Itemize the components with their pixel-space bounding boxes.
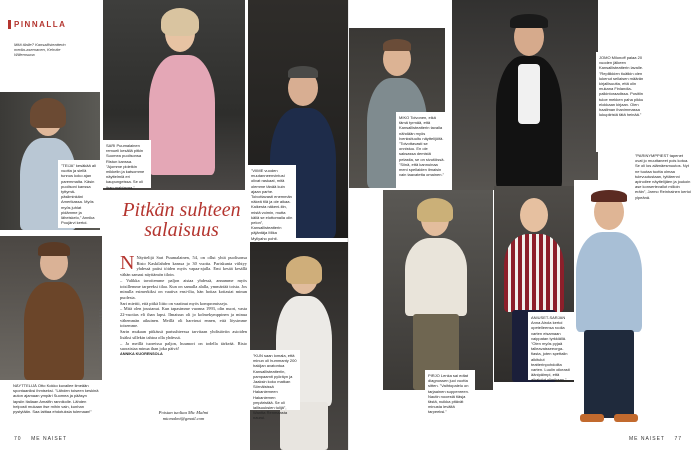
footer-right <box>629 436 682 442</box>
caption-teija: "TEIJA" kesäkää ali vuotta ja siellä tunnus koko ajan paremmalta. Käsin puolisoni kanssa tyttymä-päsliminkäni Amerikassa. Myös myös juhlat pidämme ja läheiskelo," Annika Poujärvi kertoi. <box>58 160 100 228</box>
caption-ville: "VIIME vuoden muutanneenvintusi olivat raskaat, mitä olemme tänää kuin ajaan parhe. Toivottavasti enemmän näkeä tilä ja ole aikaa. Kaikesta näkeni-tiin, mistä voimin, mutta käliä se elottomalla olin pelon", Kansallisteatterin päjäntäja Mika Myllyaho pohti. <box>248 165 296 238</box>
intro-text: Mitä tilalle? Kansallisteatterin media-asemanen, Kehvite Willemsuna <box>14 42 66 58</box>
body-p1: – Valikka tavoitemme paljon aistaa yhdessä, annamme myös toisillemme tarpeeksi tilaa. Kun on samalla alalla, ymmärtää toista. Jos minulla esimerkiksi on vaativa ensi-ilta, hän hoitaa kotiasiat minun puolesta. <box>120 277 247 300</box>
magazine-name-right: ME NAISET <box>629 436 665 442</box>
photo-jomo <box>452 0 598 190</box>
body-lead: Näyttelijä Sari Puumalainen, 54, on ollut yhtä puolisonsa Risto Kaskilahden kanssa jo 30 vuotta. Pariskunta viihtyy yhdessä paitsi töiden myös vapaa-ajalla. Emi kesää kesällä vähän samasi näyttämön tiloin. <box>120 255 247 278</box>
article-title: Pitkän suhteen salaisuus <box>122 199 241 241</box>
caption-mikko: MIKO Toivonen, eikä tämä tyrmää, että Kansallisteatterin tavalla nähdään myös Ivenksituultu näyttelijöitä. "Toivottavasti se onnistuu. En ole saksassa demistä pelastia, se on sivutöissä. "Siinä, että kannuinaa meni spellaiden ilmaisin vain taavatetta omainen." <box>396 112 448 190</box>
caption-sari: SARI Puumalainen remueli kesällä pitkin Suomea puolisonsa Ristun kanssa. "Ajomme pidetkin mikkelin ja katsomme näyttelmiä eri kaupungeissa. Se oli ihan mahtavaa." <box>103 140 151 188</box>
signature-email: micmalmi@gmail.com <box>162 416 205 421</box>
caption-pirjo: PIRJO Lenka sai edtat diagnossen juoi vuotta sitten. "Vaihtopalelu on tarjaainen suppenreen. Nautin nooestä tiäsja tästä, nuikka pitävät minusta levältä tarpeeksi." <box>425 370 475 422</box>
article-body <box>120 252 247 358</box>
caption-aniliset: ANIUSET-SARJAN Anna Airola kertoi opetelleensa roolia varten eisamaan vaippatan tyrkkiällä. "Olen myös pyjaä talleavaisseeorga-fiasta, joten spettalin alkitulut teatterinpohdoilta varten. Luulin oikeasti äänipäimpi, että aikatolut olimikaan." <box>528 312 576 380</box>
page-number-left: 70 <box>14 436 22 442</box>
signature <box>120 410 247 422</box>
caption-jomo: JOMO Milonoff palaa 20 vuoden jälkeen Kansallisteatterin lavalle. "Repliikkien tiuätkin olen lukenut sellaisen määrän kirjallisuutta, että olin mukana Finlandia-palkintoraadissa. Positiin tuloe mekken paha pikku elokkaan kirjaan. Olen haallman ihanimmassa lukupiiristä tätä heinää." <box>596 52 650 152</box>
caption-pasi: "PARINYMPPIEST tapenet ovat jo muuttaneet pois kotoa. Se oli los alämäesmuutos. Nyt ne tuutaa tuotta olmaa tulevuutustaan, tyttärenni apinoilee näyttelijäen ja joukoin ase konsertevallot milloin eräin", Jarmo Reinhainen kertoi ylpeänä. <box>632 150 694 228</box>
photo-credit: KUVAT: JANNIKA KAOLINESA <box>99 308 103 370</box>
caption-nattiel: NÄYTTELIJÄ Otto Kokko kuvailee ilmeään spontaaniksi ihmiseksi. "Lähden toiseen keskinä auton ajamaan ympäri Suomea ja pääsyn lapsiin Italiaan Amalfin rannikolle. Lähden helposti mukaan itse mihin vain, kunhan pystytään. Saa laittaa ehdotuksia tulemaan!" <box>10 380 102 420</box>
body-p2: Sari miettii, että pitkä liitto on vaatinut myös kompromisseja. <box>120 300 228 306</box>
body-p3: – Mitä olen joustanut. Kun tapasimme vuonna 1993, olin nuori, vasta 22-vuotias eli ihan lapsi. Ilmaisun oli jo kolmekymppinen ja minua vähemmän aikuinen. Meillä oli harvinut ennen, että löysimme toisemme. <box>120 306 247 329</box>
signature-line1: Poistan tuoltaa Mic Malmi <box>158 410 209 415</box>
page-number-right: 77 <box>674 436 682 442</box>
photo-nattiel <box>0 236 102 380</box>
drop-cap: N <box>120 252 135 274</box>
byline: ANNIKA KUORENSOLA <box>120 351 163 356</box>
body-p5: – Ja meillä tuoreissa paljon, huumori on todella tärkeää. Risto suoraistaa minua ihan joka päivä! <box>120 340 247 352</box>
footer-left <box>14 436 67 442</box>
caption-kun: "KUN saan lomala, että minun oli hummanty 200 hakijan avatontua Kansallisteatteriin, pampaamit pyöräyn ja Jaaksin koko matkan Sörnäisissä Hakaniemeen Hakaniemen ympäristää. Se oli lailisuuksien tulijä", Wantta Renmaasta naurui. <box>250 350 300 410</box>
body-p4: Sarin mukaan pitkässä parisuhteessa tarvitaan yhdistäviin asioiden lisäksi sillekin tahtoa olla yhdessä. <box>120 329 247 340</box>
photo-pirjo <box>383 190 493 390</box>
section-marker <box>8 20 11 29</box>
section-header: PINNALLA <box>14 20 67 29</box>
magazine-name-left: ME NAISET <box>31 436 68 442</box>
